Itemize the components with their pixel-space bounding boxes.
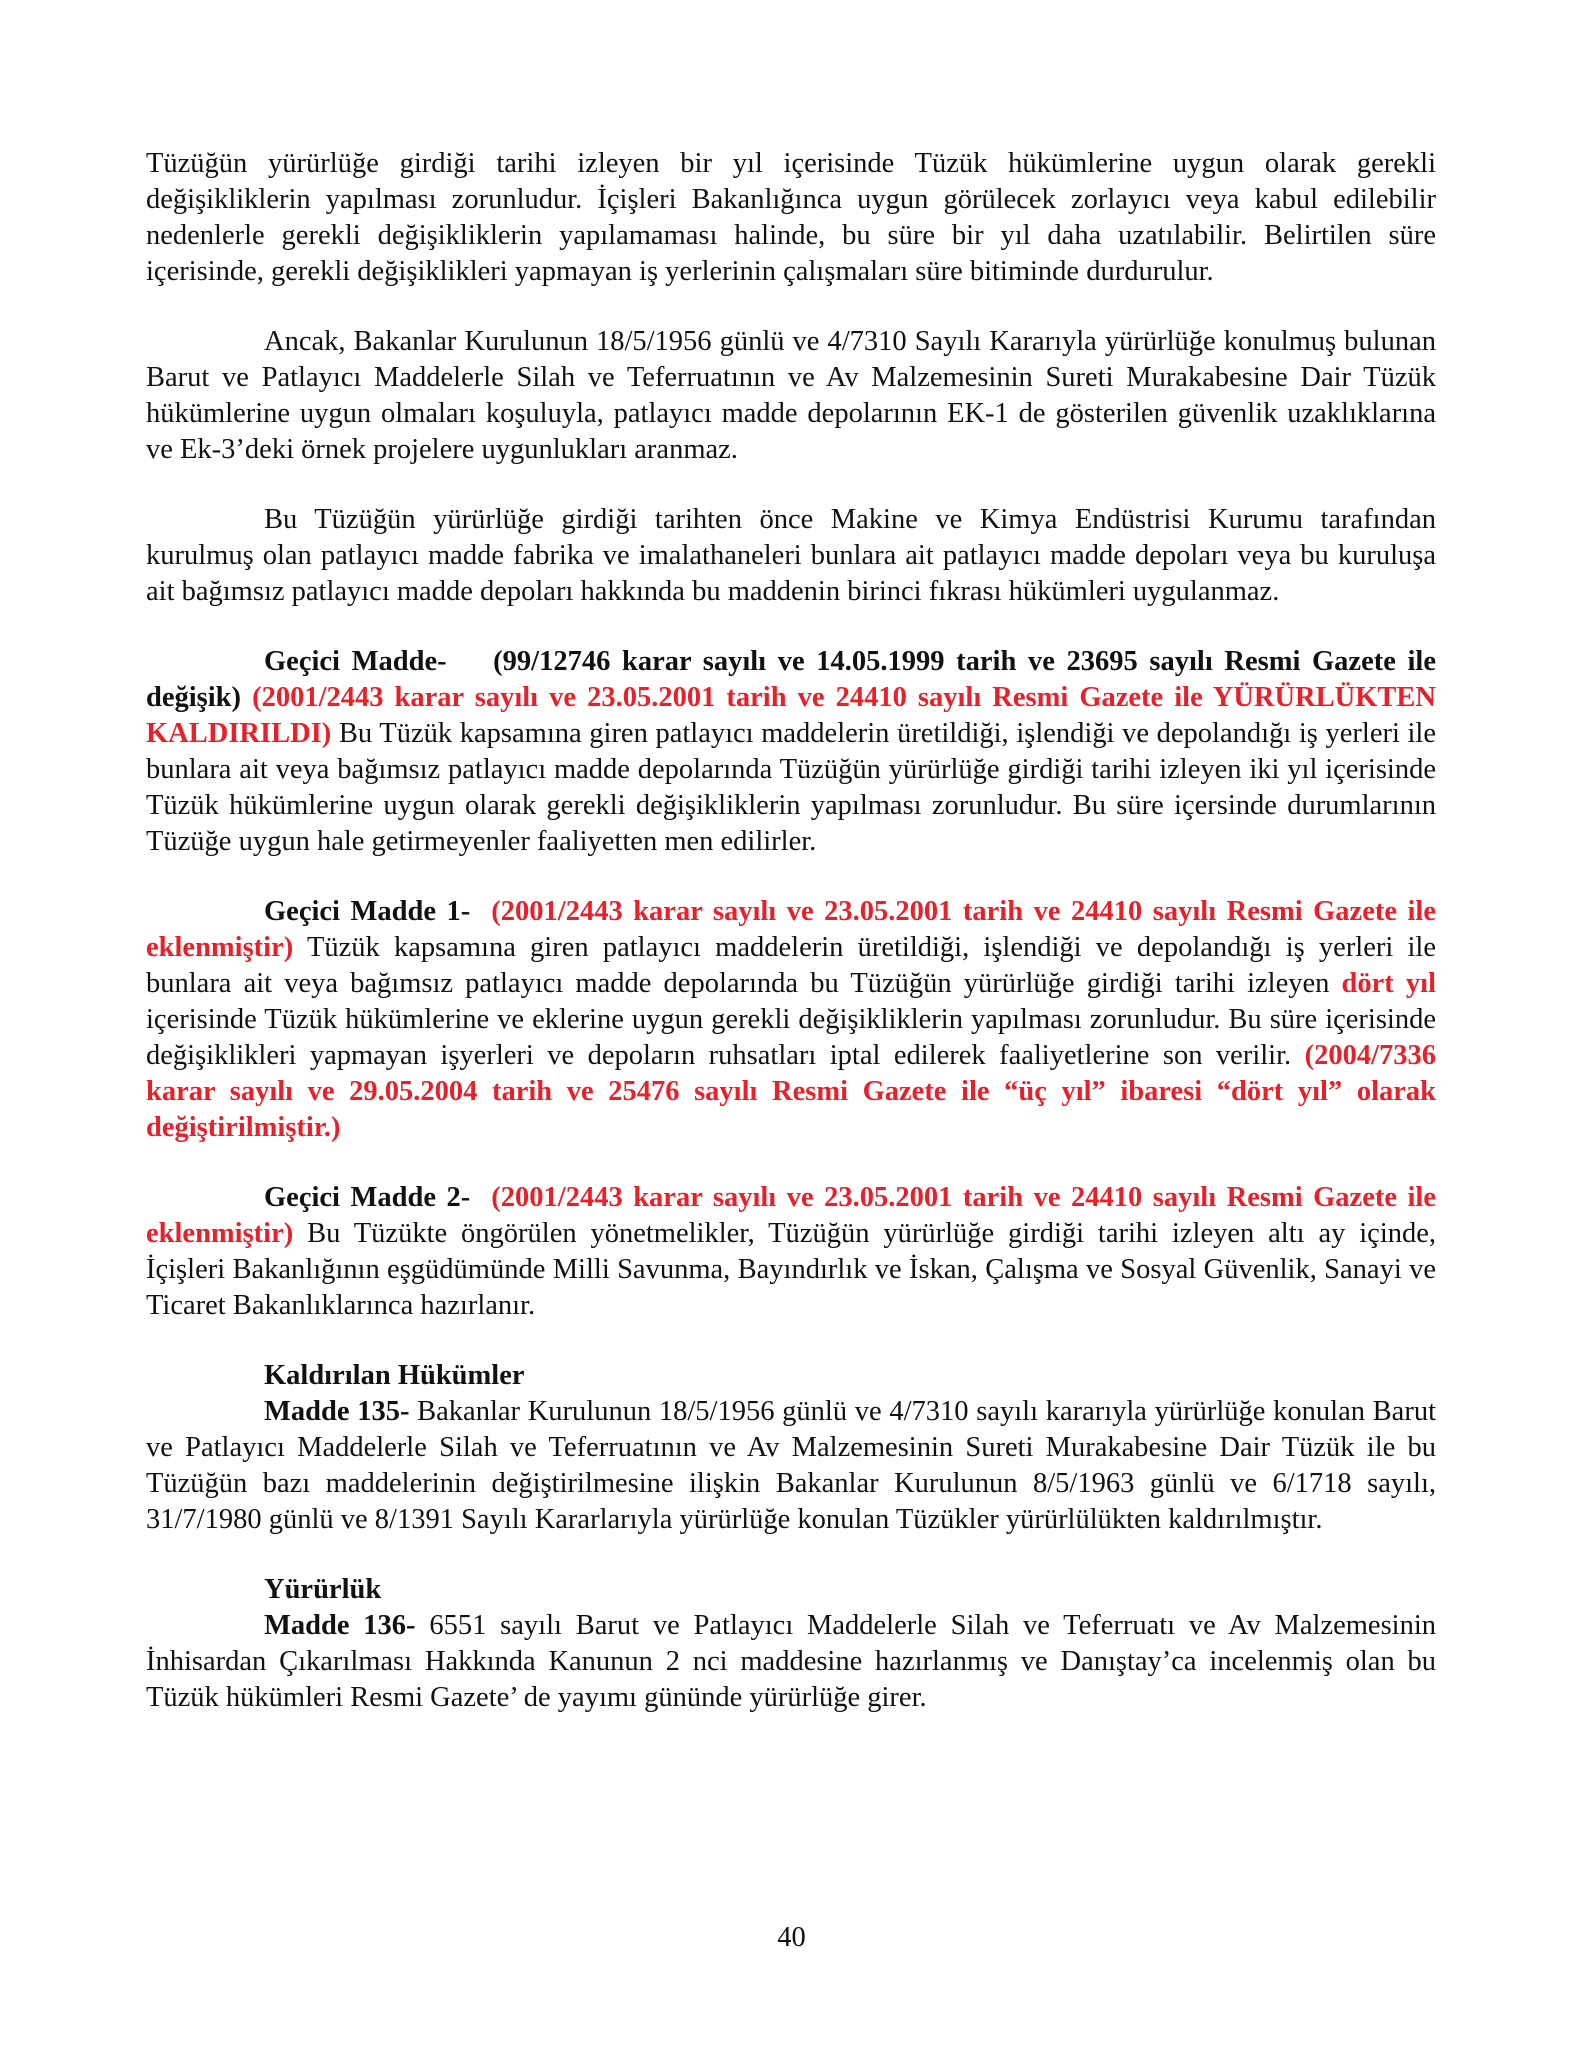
madde-136: [146, 1608, 1436, 1716]
madde-135: [146, 1394, 1436, 1538]
page-number: 40: [777, 1922, 806, 1953]
paragraph-1: Tüzüğün yürürlüğe girdiği tarihi izleyen bir yıl içerisinde Tüzük hükümlerine uygun olarak gerekli değişikliklerin yapılması zorunludur. İçişleri Bakanlığınca uygun görülecek zorlayıcı veya kabul edilebilir nedenlerle gerekli değişikliklerin yapılamaması halinde, bu süre bir yıl daha uzatılabilir. Belirtilen süre içerisinde, gerekli değişiklikleri yapmayan iş yerlerinin çalışmaları süre bitiminde durdurulur.: [146, 148, 1436, 287]
gecici-madde-2-addition-note: (2001/2443 karar sayılı ve 23.05.2001 tarih ve 24410 sayılı Resmi Gazete ile eklenmiştir): [146, 1182, 1436, 1249]
gecici-madde-1: [146, 894, 1436, 1146]
gecici-madde-repeal-note: (2001/2443 karar sayılı ve 23.05.2001 tarih ve 24410 sayılı Resmi Gazete ile YÜRÜRLÜKTEN KALDIRILDI): [146, 682, 1437, 749]
madde-135-text: Bakanlar Kurulunun 18/5/1956 günlü ve 4/7310 sayılı kararıyla yürürlüğe konulan Barut ve Patlayıcı Maddelerle Silah ve Teferruatının ve Av Malzemesinin Sureti Murakabesine Dair Tüzük ile bu Tüzüğün bazı maddelerinin değiştirilmesine ilişkin Bakanlar Kurulunun 8/5/1963 günlü ve 6/1718 sayılı, 31/7/1980 günlü ve 8/1391 Sayılı Kararlarıyla yürürlüğe konulan Tüzükler yürürlülükten kaldırılmıştır.: [146, 1396, 1436, 1535]
gecici-madde-label: Geçici Madde-: [264, 646, 447, 677]
gecici-madde-1-red-inline: dört yıl: [1341, 968, 1437, 999]
paragraph-3: Bu Tüzüğün yürürlüğe girdiği tarihten önce Makine ve Kimya Endüstrisi Kurumu tarafından kurulmuş olan patlayıcı madde fabrika ve imalathaneleri bunlara ait patlayıcı madde depoları veya bu kuruluşa ait bağımsız patlayıcı madde depoları hakkında bu maddenin birinci fıkrası hükümleri uygulanmaz.: [146, 504, 1436, 607]
gecici-madde-2-text: Bu Tüzükte öngörülen yönetmelikler, Tüzüğün yürürlüğe girdiği tarihi izleyen altı ay içinde, İçişleri Bakanlığının eşgüdümünde Milli Savunma, Bayındırlık ve İskan, Çalışma ve Sosyal Güvenlik, Sanayi ve Ticaret Bakanlıklarınca hazırlanır.: [146, 1218, 1437, 1321]
gecici-madde-text: Bu Tüzük kapsamına giren patlayıcı maddelerin üretildiği, işlendiği ve depolandığı iş yerleri ile bunlara ait veya bağımsız patlayıcı madde depolarında Tüzüğün yürürlüğe girdiği tarihi izleyen iki yıl içerisinde Tüzük hükümlerine uygun olarak gerekli değişikliklerin yapılması zorunludur. Bu süre içersinde durumlarının Tüzüğe uygun hale getirmeyenler faaliyetten men edilirler.: [146, 718, 1436, 857]
section-kaldirilan-hukumler: [146, 1358, 1436, 1538]
gecici-madde-amendment-note: (99/12746 karar sayılı ve 14.05.1999 tarih ve 23695 sayılı Resmi Gazete ile değişik): [146, 646, 1436, 713]
section-yururluk: [146, 1572, 1436, 1716]
gecici-madde-1-text-b: içerisinde Tüzük hükümlerine ve eklerine uygun gerekli değişikliklerin yapılması zorunludur. Bu süre içerisinde değişiklikleri yapmayan işyerleri ve depoların ruhsatları iptal edilerek faaliyetlerine son verilir.: [146, 1004, 1436, 1071]
gecici-madde-1-change-note: (2004/7336 karar sayılı ve 29.05.2004 tarih ve 25476 sayılı Resmi Gazete ile “üç yıl” ibaresi “dört yıl” olarak değiştirilmiştir.): [146, 1040, 1437, 1143]
paragraph-2: Ancak, Bakanlar Kurulunun 18/5/1956 günlü ve 4/7310 Sayılı Kararıyla yürürlüğe konulmuş bulunan Barut ve Patlayıcı Maddelerle Silah ve Teferruatının ve Av Malzemesinin Sureti Murakabesine Dair Tüzük hükümlerine uygun olmaları koşuluyla, patlayıcı madde depolarının EK-1 de gösterilen güvenlik uzaklıklarına ve Ek-3’deki örnek projelere uygunlukları aranmaz.: [146, 326, 1436, 465]
madde-135-label: Madde 135-: [264, 1396, 410, 1427]
gecici-madde-2: [146, 1180, 1436, 1324]
madde-136-text: 6551 sayılı Barut ve Patlayıcı Maddelerle Silah ve Teferruatı ve Av Malzemesinin İnhisardan Çıkarılması Hakkında Kanunun 2 nci maddesine hazırlanmış ve Danıştay’ca incelenmiş olan bu Tüzük hükümleri Resmi Gazete’ de yayımı gününde yürürlüğe girer.: [146, 1610, 1436, 1713]
gecici-madde-2-label: Geçici Madde 2-: [264, 1182, 471, 1213]
madde-136-label: Madde 136-: [264, 1610, 416, 1641]
document-page: [146, 146, 1436, 1750]
section-heading-yururluk: Yürürlük: [264, 1574, 382, 1605]
gecici-madde-1-text-a: Tüzük kapsamına giren patlayıcı maddelerin üretildiği, işlendiği ve depolandığı iş yerleri ile bunlara ait veya bağımsız patlayıcı madde depolarında bu Tüzüğün yürürlüğe girdiği tarihi izleyen: [146, 932, 1436, 999]
section-heading-kaldirilan: Kaldırılan Hükümler: [264, 1360, 525, 1391]
gecici-madde-1-label: Geçici Madde 1-: [264, 896, 471, 927]
gecici-madde-1-addition-note: (2001/2443 karar sayılı ve 23.05.2001 tarih ve 24410 sayılı Resmi Gazete ile eklenmiştir): [146, 896, 1436, 963]
gecici-madde: [146, 644, 1436, 860]
